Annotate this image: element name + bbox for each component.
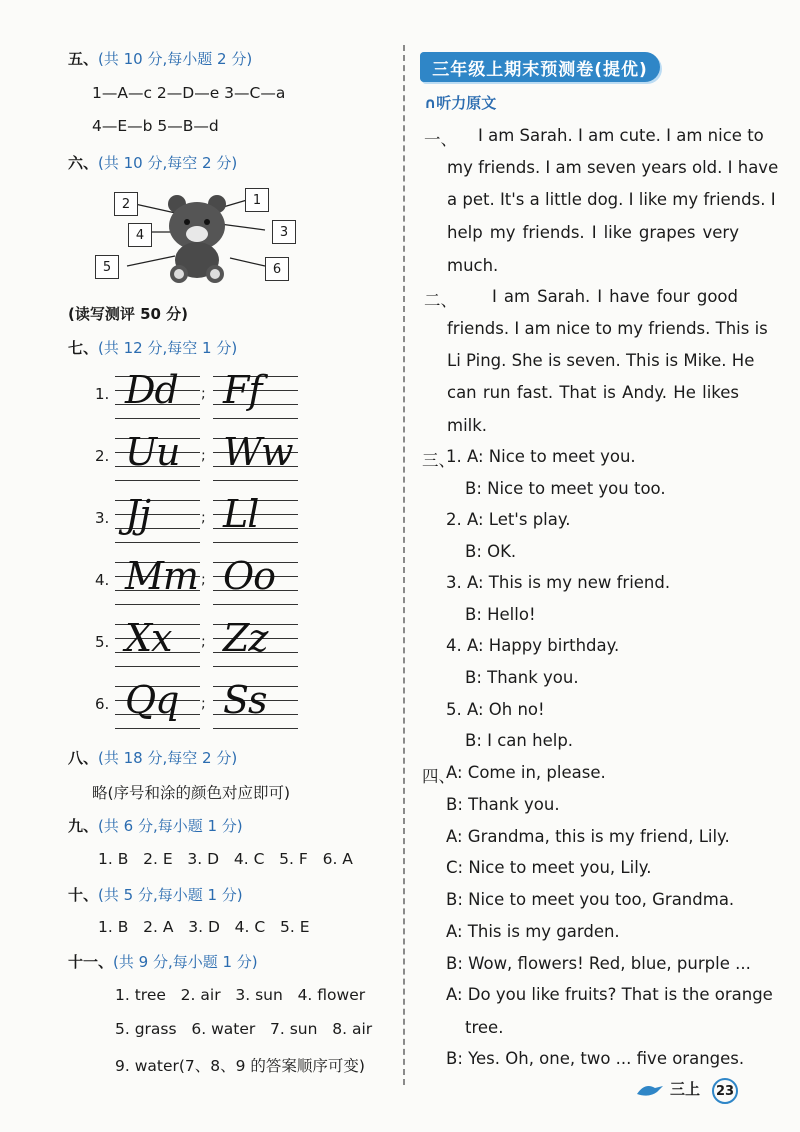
grid-line xyxy=(213,728,298,729)
section-8-header xyxy=(68,747,237,768)
section-note: (共 6 分,每小题 1 分) xyxy=(98,817,243,835)
handwritten-letters: Ss xyxy=(223,678,267,722)
row-number: 2. xyxy=(95,447,110,465)
section-10-header xyxy=(68,884,243,905)
label-box-6: 6 xyxy=(265,257,289,281)
handwritten-letters: Ll xyxy=(223,492,259,536)
section-title: 十、 xyxy=(68,886,99,904)
separator: ; xyxy=(201,634,206,650)
row-number: 3. xyxy=(95,509,110,527)
handwritten-letters: Uu xyxy=(125,430,180,474)
four-line-grid xyxy=(213,368,298,422)
grid-line xyxy=(115,418,200,419)
handwriting-row xyxy=(95,616,305,670)
headphones-icon: ∩ xyxy=(424,94,437,112)
section-note: (共 12 分,每空 1 分) xyxy=(98,339,238,357)
separator: ; xyxy=(201,448,206,464)
script-line: tree. xyxy=(465,1018,504,1037)
script-line: I am Sarah. I have four good xyxy=(492,287,738,306)
handwritten-letters: Xx xyxy=(125,616,172,660)
grid-line xyxy=(115,604,200,605)
answer-row: 略(序号和涂的颜色对应即可) xyxy=(92,784,291,802)
script-line: A: Grandma, this is my friend, Lily. xyxy=(446,827,730,846)
label-box-1: 1 xyxy=(245,188,269,212)
script-line: B: Thank you. xyxy=(465,668,579,687)
handwritten-letters: Jj xyxy=(125,492,151,536)
column-divider xyxy=(403,45,405,1085)
script-line: B: Thank you. xyxy=(446,795,560,814)
section-9-header xyxy=(68,815,243,836)
label-box-5: 5 xyxy=(95,255,119,279)
answer-row: 1. B 2. A 3. D 4. C 5. E xyxy=(98,918,310,936)
answer-row: 4—E—b 5—B—d xyxy=(92,117,219,135)
subheader-text: 听力原文 xyxy=(436,94,497,112)
answer-row: 1. B 2. E 3. D 4. C 5. F 6. A xyxy=(98,850,353,868)
label-box-2: 2 xyxy=(114,192,138,216)
separator: ; xyxy=(201,696,206,712)
grid-line xyxy=(115,728,200,729)
section-note: (共 10 分,每小题 2 分) xyxy=(98,50,253,68)
separator: ; xyxy=(201,510,206,526)
part-label: 四、 xyxy=(422,767,455,786)
grid-line xyxy=(213,480,298,481)
listening-script-header xyxy=(424,92,496,113)
script-line: can run fast. That is Andy. He likes xyxy=(447,383,739,402)
grid-line xyxy=(213,666,298,667)
script-line: 5. A: Oh no! xyxy=(446,700,545,719)
script-line: milk. xyxy=(447,416,488,435)
handwriting-row xyxy=(95,678,305,732)
script-line: B: Nice to meet you too. xyxy=(465,479,666,498)
part-label: 二、 xyxy=(424,291,457,310)
four-line-grid xyxy=(115,616,200,670)
four-line-grid xyxy=(115,368,200,422)
section-title: 九、 xyxy=(68,817,99,835)
four-line-grid xyxy=(115,678,200,732)
answer-row: 1—A—c 2—D—e 3—C—a xyxy=(92,84,286,102)
four-line-grid xyxy=(213,616,298,670)
script-line: B: OK. xyxy=(465,542,517,561)
section-6-header xyxy=(68,152,237,173)
section-title: 十一、 xyxy=(68,953,114,971)
four-line-grid xyxy=(213,678,298,732)
handwritten-letters: Ff xyxy=(223,368,262,412)
script-line: B: Hello! xyxy=(465,605,536,624)
section-11-header xyxy=(68,951,258,972)
row-number: 6. xyxy=(95,695,110,713)
separator: ; xyxy=(201,386,206,402)
section-note: (共 5 分,每小题 1 分) xyxy=(98,886,243,904)
grid-line xyxy=(115,666,200,667)
reading-writing-header: (读写测评 50 分) xyxy=(68,305,189,323)
four-line-grid xyxy=(213,492,298,546)
row-number: 4. xyxy=(95,571,110,589)
label-box-4: 4 xyxy=(128,223,152,247)
handwritten-letters: Qq xyxy=(125,678,179,722)
script-line: much. xyxy=(447,256,499,275)
script-line: A: This is my garden. xyxy=(446,922,620,941)
grid-line xyxy=(115,542,200,543)
section-title: 五、 xyxy=(68,50,99,68)
section-5-header xyxy=(68,48,252,69)
section-title: 七、 xyxy=(68,339,99,357)
script-line: friends. I am nice to my friends. This is xyxy=(447,319,768,338)
script-line: A: Come in, please. xyxy=(446,763,606,782)
section-note: (共 18 分,每空 2 分) xyxy=(98,749,238,767)
handwritten-letters: Dd xyxy=(125,368,178,412)
answer-row: 5. grass 6. water 7. sun 8. air xyxy=(115,1020,373,1038)
handwriting-row xyxy=(95,368,305,422)
handwritten-letters: Oo xyxy=(223,554,276,598)
section-title: 八、 xyxy=(68,749,99,767)
answer-row: 9. water(7、8、9 的答案顺序可变) xyxy=(115,1057,365,1075)
label-box-3: 3 xyxy=(272,220,296,244)
answer-row: 1. tree 2. air 3. sun 4. flower xyxy=(115,986,366,1004)
four-line-grid xyxy=(115,492,200,546)
handwritten-letters: Mm xyxy=(125,554,198,598)
grid-line xyxy=(213,418,298,419)
grid-line xyxy=(213,542,298,543)
script-line: a pet. It's a little dog. I like my friends. I xyxy=(447,190,776,209)
footer-bird-icon xyxy=(635,1080,665,1104)
four-line-grid xyxy=(213,430,298,484)
script-line: help my friends. I like grapes very xyxy=(447,223,739,242)
row-number: 5. xyxy=(95,633,110,651)
four-line-grid xyxy=(213,554,298,608)
section-note: (共 10 分,每空 2 分) xyxy=(98,154,238,172)
script-line: I am Sarah. I am cute. I am nice to xyxy=(478,126,764,145)
script-line: A: Do you like fruits? That is the orange xyxy=(446,985,773,1004)
part-label: 三、 xyxy=(422,451,455,470)
script-line: Li Ping. She is seven. This is Mike. He xyxy=(447,351,755,370)
part-label: 一、 xyxy=(424,130,457,149)
handwriting-row xyxy=(95,492,305,546)
script-line: 4. A: Happy birthday. xyxy=(446,636,620,655)
script-line: B: I can help. xyxy=(465,731,574,750)
handwritten-letters: Zz xyxy=(223,616,268,660)
section-title: 六、 xyxy=(68,154,99,172)
section-note: (共 9 分,每小题 1 分) xyxy=(113,953,258,971)
handwriting-row xyxy=(95,430,305,484)
grid-line xyxy=(115,480,200,481)
script-line: 3. A: This is my new friend. xyxy=(446,573,671,592)
script-line: B: Nice to meet you too, Grandma. xyxy=(446,890,735,909)
script-line: B: Yes. Oh, one, two ... five oranges. xyxy=(446,1049,745,1068)
script-line: 1. A: Nice to meet you. xyxy=(446,447,636,466)
four-line-grid xyxy=(115,554,200,608)
handwriting-row xyxy=(95,554,305,608)
four-line-grid xyxy=(115,430,200,484)
grade-label: 三上 xyxy=(670,1080,701,1098)
script-line: my friends. I am seven years old. I have xyxy=(447,158,779,177)
script-line: 2. A: Let's play. xyxy=(446,510,571,529)
page-number: 23 xyxy=(712,1078,738,1104)
handwritten-letters: Ww xyxy=(223,430,293,474)
row-number: 1. xyxy=(95,385,110,403)
section-7-header xyxy=(68,337,237,358)
separator: ; xyxy=(201,572,206,588)
script-line: C: Nice to meet you, Lily. xyxy=(446,858,652,877)
grid-line xyxy=(213,604,298,605)
script-line: B: Wow, flowers! Red, blue, purple ... xyxy=(446,954,751,973)
exam-title-banner: 三年级上期末预测卷(提优) xyxy=(420,52,660,82)
